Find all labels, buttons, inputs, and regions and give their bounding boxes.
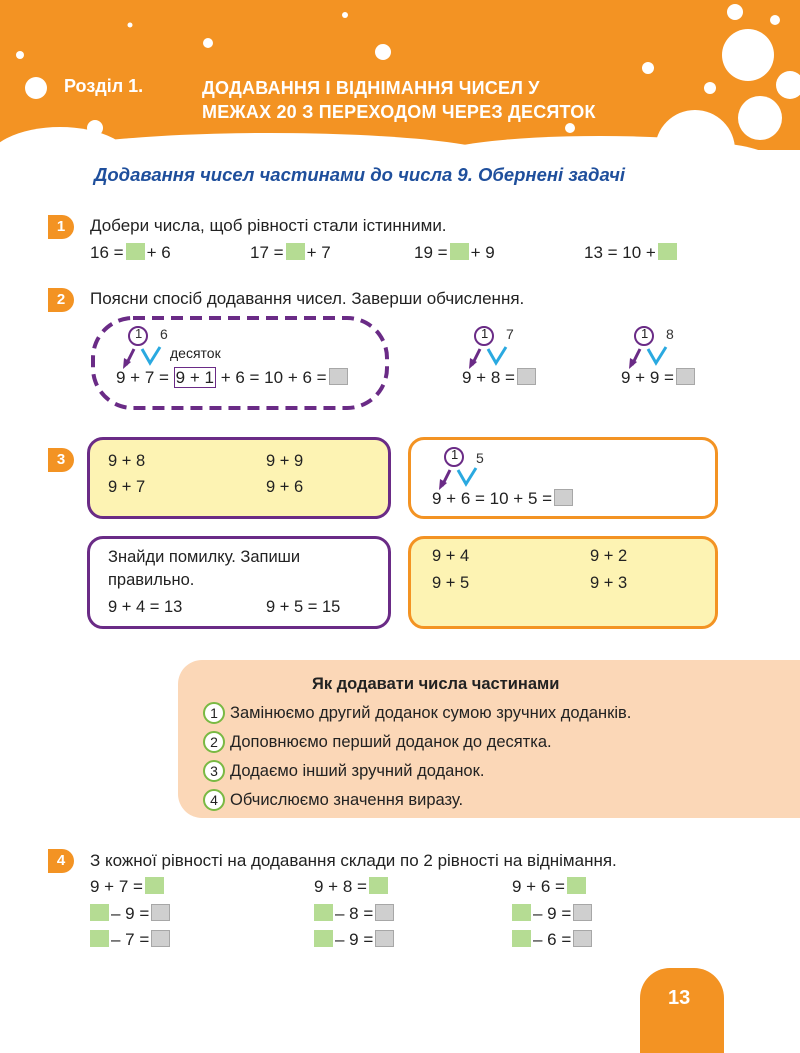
rule-step — [203, 789, 463, 811]
answer-box[interactable] — [573, 930, 592, 947]
answer-box[interactable] — [151, 930, 170, 947]
expression: 9 + 4 — [432, 547, 470, 565]
answer-box[interactable] — [658, 243, 677, 260]
rule-step-text: Додаємо інший зручний доданок. — [230, 761, 485, 780]
header-banner — [0, 0, 800, 150]
expression: 9 + 3 — [590, 574, 628, 592]
task1-item — [90, 243, 171, 263]
rule-step-text: Доповнюємо перший доданок до десятка. — [230, 732, 552, 751]
rule-title: Як додавати числа частинами — [312, 675, 560, 693]
rule-step-text: Замінюємо другий доданок сумою зручних доданків. — [230, 703, 632, 722]
answer-box[interactable] — [90, 904, 109, 921]
split-digit-a: 1 — [135, 326, 143, 341]
expression: 9 + 2 — [590, 547, 628, 565]
split-digit-b: 6 — [160, 326, 168, 342]
expression: 9 + 7 — [108, 478, 146, 496]
step-number-icon: 2 — [203, 731, 225, 753]
sum-equation — [90, 877, 166, 897]
chapter-title — [202, 76, 596, 124]
chapter-title-line1: ДОДАВАННЯ І ВІДНІМАННЯ ЧИСЕЛ У — [202, 78, 540, 98]
expr-text: 9 + 8 = — [314, 877, 367, 896]
task-number-badge: 2 — [48, 288, 74, 312]
rule-step — [203, 760, 484, 782]
answer-box[interactable] — [676, 368, 695, 385]
step-number-icon: 3 — [203, 760, 225, 782]
expr-text: 9 + 9 = — [621, 368, 674, 387]
task-number-badge: 3 — [48, 448, 74, 472]
tens-label: десяток — [170, 345, 221, 361]
expr-before: 17 = — [250, 243, 284, 262]
answer-box[interactable] — [151, 904, 170, 921]
expression: 9 + 5 — [432, 574, 470, 592]
page-number-tab — [640, 968, 724, 1053]
answer-box[interactable] — [314, 904, 333, 921]
task1-item — [584, 243, 679, 263]
answer-box[interactable] — [314, 930, 333, 947]
answer-box[interactable] — [517, 368, 536, 385]
answer-box[interactable] — [286, 243, 305, 260]
expr-after: + 9 — [470, 243, 495, 262]
expr-text: – 9 = — [335, 930, 374, 949]
expr-text: 9 + 6 = 10 + 5 = — [432, 489, 553, 508]
expr-text: 9 + 7 = — [90, 877, 143, 896]
expr-after: + 6 — [146, 243, 171, 262]
expr-text: – 6 = — [533, 930, 572, 949]
sub-equation — [88, 930, 172, 950]
expr-start: 9 + 7 = — [116, 368, 169, 387]
step-number-icon: 4 — [203, 789, 225, 811]
answer-box[interactable] — [573, 904, 592, 921]
chapter-title-line2: МЕЖАХ 20 З ПЕРЕХОДОМ ЧЕРЕЗ ДЕСЯТОК — [202, 102, 596, 122]
sum-equation — [314, 877, 390, 897]
step-number-icon: 1 — [203, 702, 225, 724]
expr-text: 9 + 8 = — [462, 368, 515, 387]
task-number-badge: 4 — [48, 849, 74, 873]
split-digit-a: 1 — [451, 447, 459, 462]
expr-text: – 7 = — [111, 930, 150, 949]
hint-expression — [432, 489, 575, 509]
sub-equation — [312, 904, 396, 924]
split-digit-a: 1 — [641, 326, 649, 341]
expr-end: + 6 = 10 + 6 = — [220, 368, 327, 387]
answer-box[interactable] — [554, 489, 573, 506]
split-digit-b: 7 — [506, 326, 514, 342]
task-number-badge: 1 — [48, 215, 74, 239]
expr-before: 16 = — [90, 243, 124, 262]
task1-text: Добери числа, щоб рівності стали істинними. — [90, 216, 447, 235]
answer-box[interactable] — [512, 904, 531, 921]
find-error-line2: правильно. — [108, 571, 195, 589]
sub-equation — [510, 930, 594, 950]
answer-box[interactable] — [450, 243, 469, 260]
expr-before: 13 = 10 + — [584, 243, 656, 262]
split-digit-b: 5 — [476, 450, 484, 466]
sub-equation — [88, 904, 172, 924]
error-equation: 9 + 5 = 15 — [266, 598, 341, 616]
expr-before: 19 = — [414, 243, 448, 262]
sum-equation — [512, 877, 588, 897]
answer-box[interactable] — [90, 930, 109, 947]
task2-text: Поясни спосіб додавання чисел. Заверши обчислення. — [90, 289, 525, 308]
expr-text: – 9 = — [533, 904, 572, 923]
error-equation: 9 + 4 = 13 — [108, 598, 183, 616]
expression: 9 + 6 — [266, 478, 304, 496]
answer-box[interactable] — [375, 904, 394, 921]
task4-text: З кожної рівності на додавання склади по 2 рівності на віднімання. — [90, 851, 617, 870]
rule-step — [203, 702, 631, 724]
framed-sum: 9 + 1 — [175, 368, 214, 387]
answer-box[interactable] — [567, 877, 586, 894]
expression: 9 + 8 — [108, 452, 146, 470]
page-number: 13 — [668, 987, 691, 1009]
task1-item — [250, 243, 331, 263]
sub-equation — [510, 904, 594, 924]
answer-box[interactable] — [375, 930, 394, 947]
split-digit-a: 1 — [481, 326, 489, 341]
expr-text: – 9 = — [111, 904, 150, 923]
expr-after: + 7 — [306, 243, 331, 262]
answer-box[interactable] — [512, 930, 531, 947]
hint-expression — [462, 368, 538, 388]
find-error-line1: Знайди помилку. Запиши — [108, 548, 301, 566]
rule-step — [203, 731, 552, 753]
answer-box[interactable] — [126, 243, 145, 260]
task1-item — [414, 243, 495, 263]
rule-step-text: Обчислюємо значення виразу. — [230, 790, 464, 809]
split-digit-b: 8 — [666, 326, 674, 342]
example-expression — [116, 368, 350, 388]
section-label: Розділ 1. — [64, 76, 144, 96]
hint-expression — [621, 368, 697, 388]
expression: 9 + 9 — [266, 452, 304, 470]
answer-box[interactable] — [329, 368, 348, 385]
expr-text: 9 + 6 = — [512, 877, 565, 896]
sub-equation — [312, 930, 396, 950]
answer-box[interactable] — [369, 877, 388, 894]
expr-text: – 8 = — [335, 904, 374, 923]
answer-box[interactable] — [145, 877, 164, 894]
lesson-title: Додавання чисел частинами до числа 9. Обернені задачі — [94, 164, 626, 185]
